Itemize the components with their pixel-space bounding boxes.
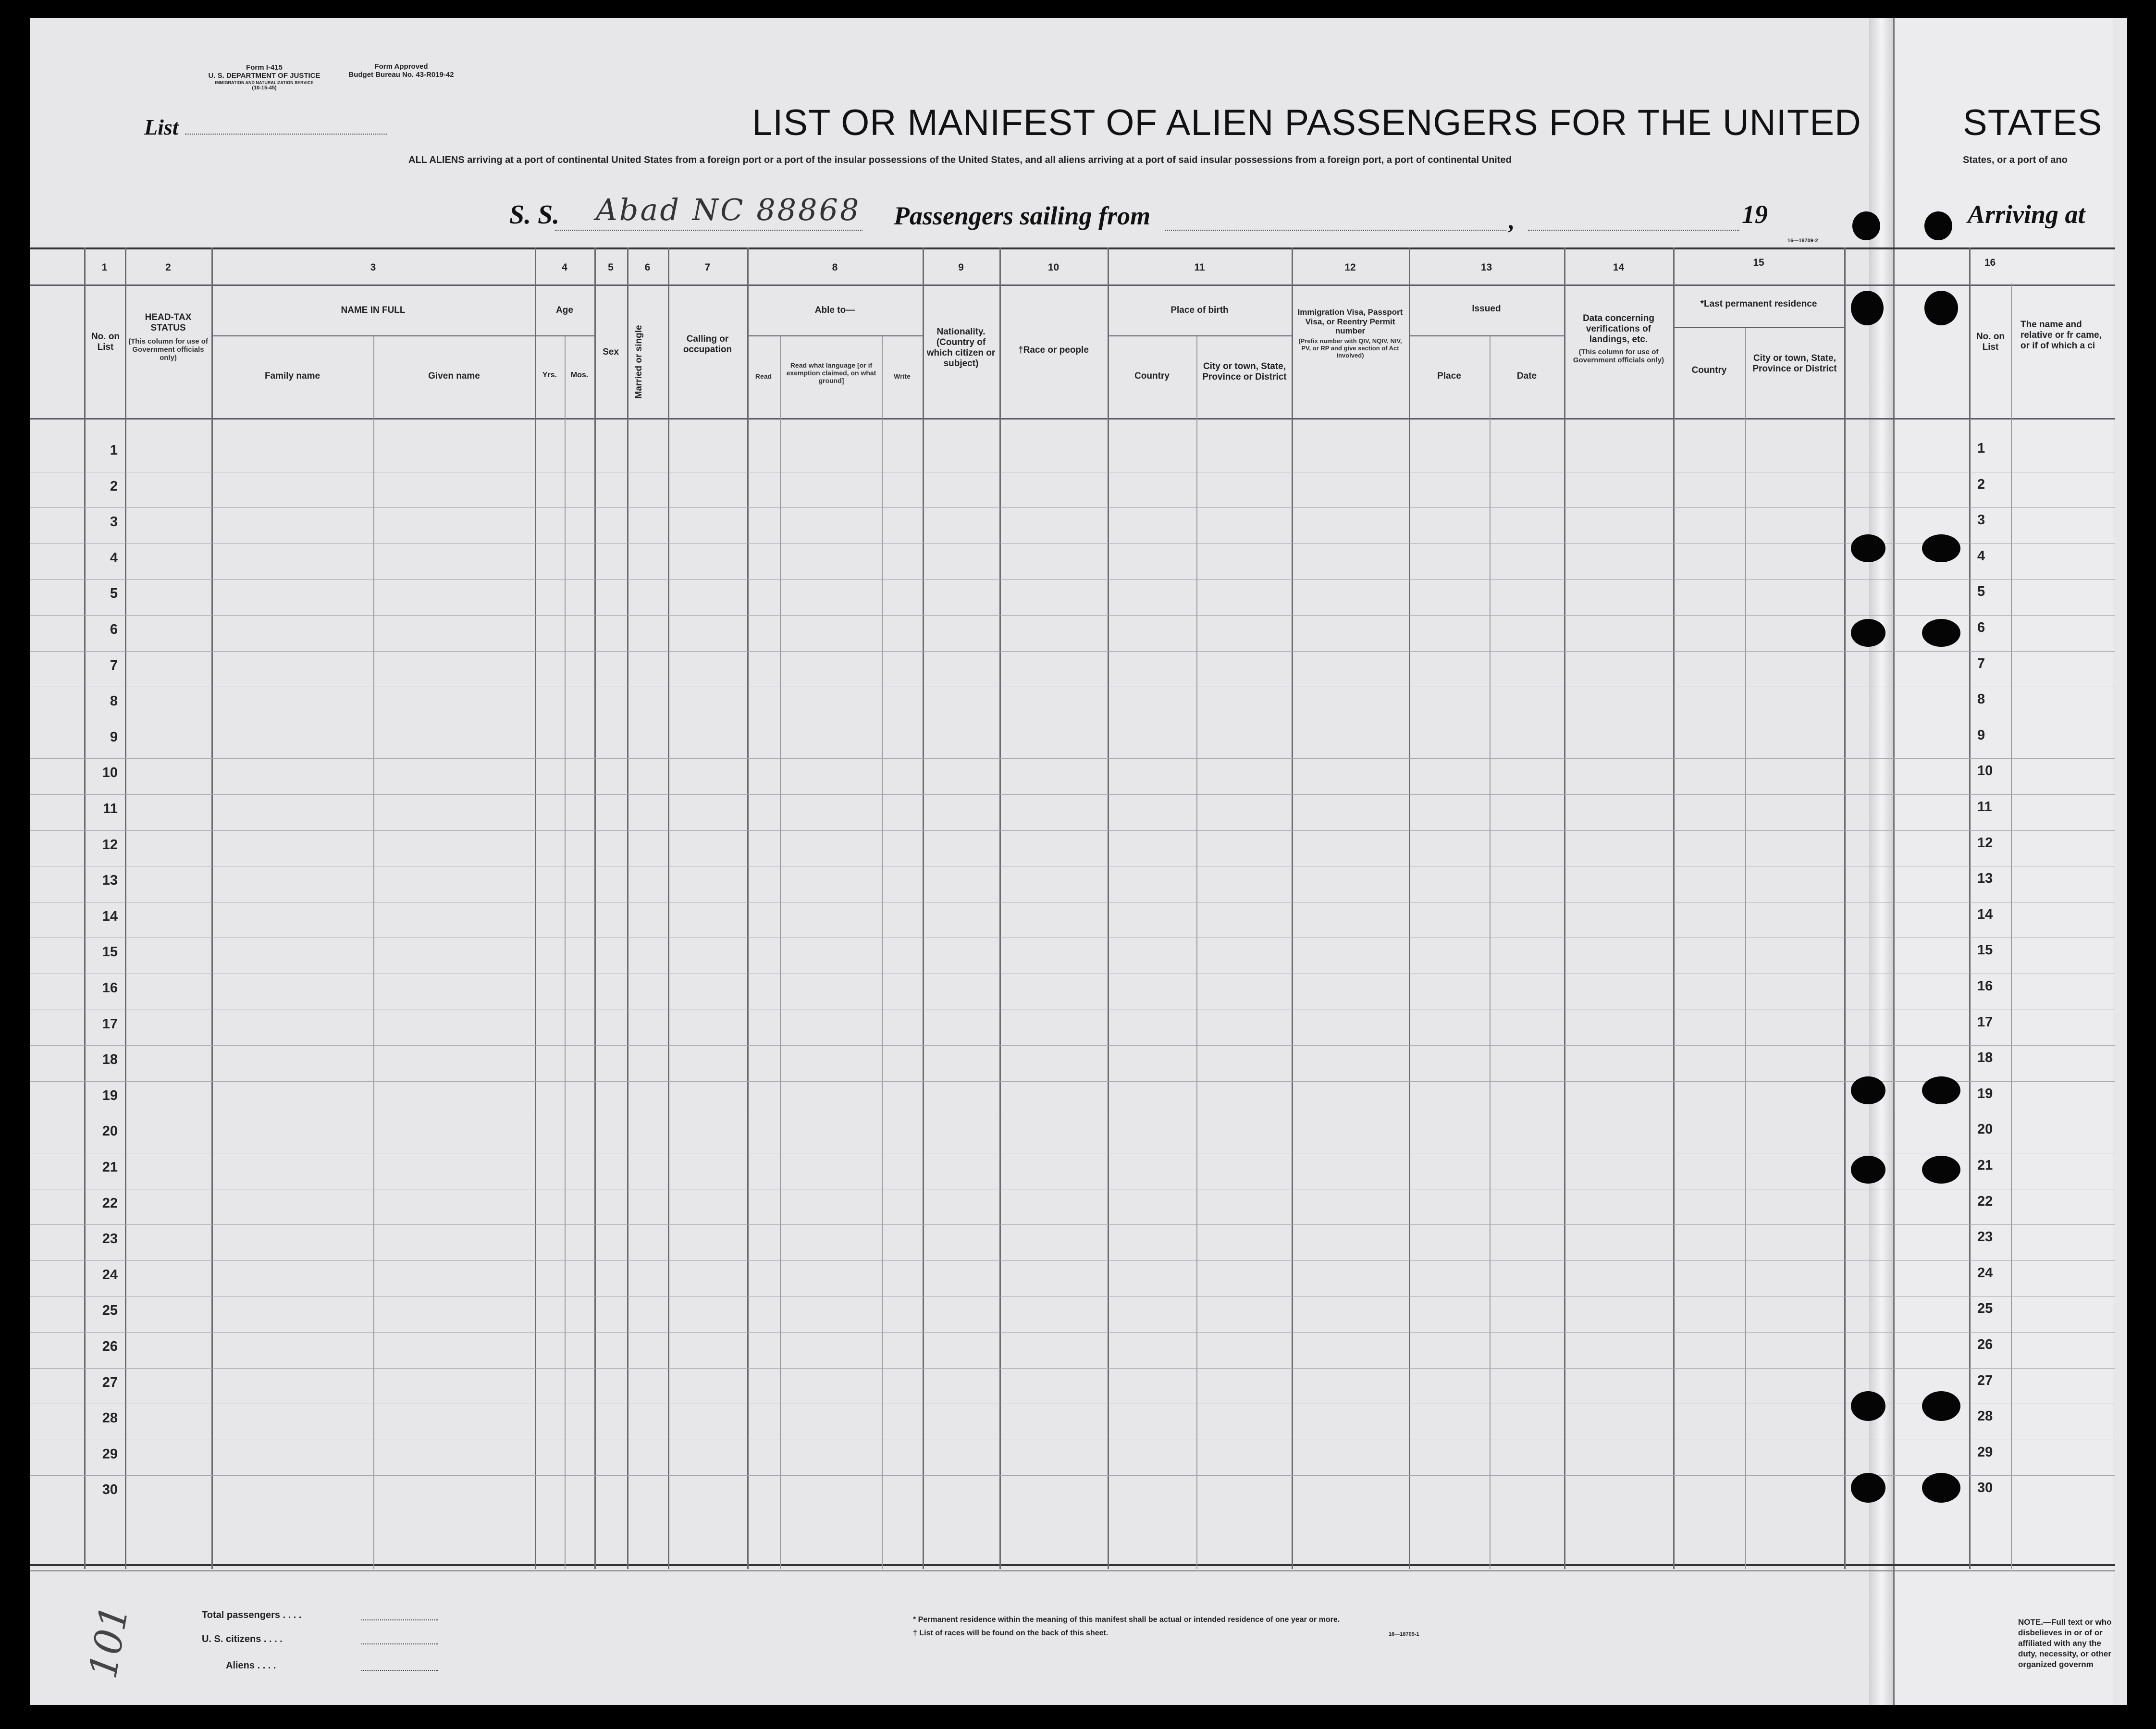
row-number-left: 25 [102, 1303, 118, 1318]
header-verifications [1566, 313, 1671, 364]
row-number-right: 15 [1977, 942, 1993, 958]
header-mos: Mos. [570, 371, 589, 379]
ss-label: S. S. [509, 200, 560, 230]
able-sub-rule [747, 335, 923, 336]
row-number-right: 22 [1977, 1194, 1993, 1209]
comma: , [1509, 207, 1515, 234]
header-last-residence: *Last permanent residence [1700, 299, 1817, 309]
punch-hole [1922, 1076, 1960, 1104]
visa-label: Immigration Visa, Passport Visa, or Reentry Permit number [1297, 308, 1403, 336]
row-number-right: 21 [1977, 1158, 1993, 1173]
arriving-label: Arriving at [1968, 200, 2085, 229]
service: IMMIGRATION AND NATURALIZATION SERVICE [215, 80, 314, 85]
header-issued-place: Place [1437, 371, 1461, 381]
col-line [747, 247, 749, 1569]
footer-total-passengers: Total passengers . . . . [202, 1610, 302, 1620]
handwritten-page-number: 101 [80, 1602, 137, 1682]
form-number: Form I-415 [246, 63, 283, 72]
header-read: Read [755, 372, 772, 380]
budget-number: Budget Bureau No. 43-R019-42 [348, 71, 454, 79]
header-no-on-list-right: No. on List [1976, 332, 2005, 352]
colnum-16: 16 [1984, 257, 1996, 268]
verifications-label: Data concerning verifications of landings, etc. [1583, 313, 1654, 345]
col-line [535, 247, 536, 1569]
birth-sub-rule [1108, 335, 1292, 336]
table-bottom-rule [30, 1564, 2115, 1566]
row-rule [30, 758, 2115, 759]
header-yrs: Yrs. [542, 371, 557, 379]
punch-hole [1852, 211, 1880, 240]
punch-hole [1922, 534, 1960, 562]
sailing-from-blank [1165, 230, 1506, 231]
punch-hole [1851, 1473, 1885, 1503]
row-number-right: 20 [1977, 1122, 1993, 1137]
row-number-right: 17 [1977, 1014, 1993, 1030]
colnum-13: 13 [1480, 262, 1492, 273]
page-title-cont: STATES [1963, 102, 2103, 143]
row-number-left: 13 [102, 873, 118, 888]
punch-hole [1922, 619, 1960, 647]
col-line [1196, 336, 1197, 1569]
row-number-right: 27 [1977, 1373, 1993, 1388]
department: U. S. DEPARTMENT OF JUSTICE [208, 72, 320, 80]
footnote-races: † List of races will be found on the back of this sheet. [913, 1629, 1109, 1637]
row-number-right: 11 [1977, 799, 1992, 815]
col-line [668, 247, 669, 1569]
header-occupation: Calling or occupation [683, 334, 732, 355]
row-number-right: 19 [1977, 1086, 1993, 1101]
sailing-date-blank [1528, 230, 1739, 231]
row-number-right: 25 [1977, 1301, 1993, 1316]
row-number-left: 20 [102, 1124, 118, 1139]
col-line [594, 247, 596, 1569]
row-number-left: 8 [110, 693, 118, 709]
header-read-language: Read what language [or if exemption claimed, on what ground] [786, 361, 876, 385]
row-number-right: 1 [1977, 441, 1985, 456]
row-number-left: 15 [102, 944, 118, 960]
row-rule [30, 794, 2115, 795]
colnum-11: 11 [1194, 262, 1205, 273]
row-number-left: 5 [110, 586, 118, 601]
row-number-right: 10 [1977, 763, 1993, 778]
row-number-right: 9 [1977, 728, 1985, 743]
ship-name-handwritten: Abad NC 88868 [596, 192, 861, 227]
footer-total-blank [361, 1619, 438, 1620]
col-line [1844, 247, 1846, 1569]
row-number-right: 16 [1977, 978, 1993, 994]
punch-hole [1851, 1156, 1885, 1184]
row-number-left: 18 [102, 1052, 118, 1067]
col-line [1490, 336, 1491, 1569]
col-line [565, 336, 566, 1569]
row-number-right: 29 [1977, 1445, 1993, 1460]
header-birth-city: City or town, State, Province or District [1202, 361, 1287, 382]
col-line [1969, 247, 1971, 1569]
row-rule [30, 1045, 2115, 1046]
col-line [211, 247, 213, 1569]
punch-hole [1924, 291, 1958, 325]
header-visa [1294, 308, 1406, 359]
row-rule [30, 1332, 2115, 1333]
page-title: LIST OR MANIFEST OF ALIEN PASSENGERS FOR THE UNITED [752, 102, 1861, 143]
row-number-right: 28 [1977, 1408, 1993, 1424]
row-number-left: 2 [110, 479, 118, 494]
row-number-left: 17 [102, 1016, 118, 1032]
colnum-2: 2 [165, 262, 171, 273]
colnum-14: 14 [1613, 262, 1625, 273]
row-number-right: 3 [1977, 512, 1985, 528]
row-number-left: 28 [102, 1410, 118, 1426]
punch-hole [1851, 619, 1885, 647]
header-issued: Issued [1472, 304, 1501, 314]
colnum-10: 10 [1047, 262, 1060, 273]
header-relative-name: The name and relative or fr came, or if of which a ci [2020, 320, 2102, 351]
row-number-left: 22 [102, 1196, 118, 1211]
row-number-left: 10 [102, 765, 118, 780]
col-line [1108, 247, 1109, 1569]
row-number-left: 27 [102, 1375, 118, 1390]
row-rule [30, 507, 2115, 508]
colnum-1: 1 [101, 262, 108, 273]
year-prefix: 19 [1742, 200, 1768, 229]
row-number-right: 23 [1977, 1229, 1993, 1245]
row-number-left: 12 [102, 837, 118, 852]
row-rule [30, 1081, 2115, 1082]
row-rule [30, 651, 2115, 652]
page-fold [1869, 18, 1894, 1705]
col-line [1564, 247, 1565, 1569]
row-number-left: 11 [103, 801, 118, 816]
sailing-label: Passengers sailing from [894, 201, 1151, 230]
punch-hole [1922, 1473, 1960, 1503]
col-line [923, 247, 924, 1569]
punch-hole [1851, 1391, 1885, 1421]
row-number-right: 6 [1977, 620, 1985, 635]
col-line [2011, 284, 2012, 1569]
colnum-12: 12 [1344, 262, 1356, 273]
head-tax-label: HEAD-TAX STATUS [145, 312, 192, 333]
row-number-right: 13 [1977, 871, 1993, 886]
row-number-right: 7 [1977, 656, 1985, 671]
footer-aliens-blank [361, 1670, 438, 1671]
col-line [125, 247, 126, 1569]
row-number-left: 1 [110, 443, 118, 458]
header-married-single: Married or single [634, 325, 644, 399]
header-place-of-birth: Place of birth [1170, 305, 1229, 315]
col-line [882, 336, 883, 1569]
row-number-left: 29 [102, 1446, 118, 1462]
row-number-left: 21 [102, 1160, 118, 1175]
col-line [999, 247, 1001, 1569]
punch-hole [1851, 1076, 1885, 1104]
header-able-to: Able to— [814, 305, 855, 315]
row-number-left: 4 [110, 550, 118, 566]
row-number-right: 24 [1977, 1265, 1993, 1281]
header-birth-country: Country [1134, 371, 1170, 381]
header-no-on-list: No. on List [91, 332, 120, 352]
header-bottom-rule [30, 418, 2115, 420]
list-label: List [144, 115, 179, 139]
approval: Form Approved [374, 62, 428, 71]
row-rule [30, 1296, 2115, 1297]
row-rule [30, 1260, 2115, 1261]
table-bottom-rule-2 [30, 1570, 2115, 1571]
colnum-3: 3 [370, 262, 376, 273]
row-number-right: 2 [1977, 477, 1985, 492]
row-number-left: 30 [102, 1482, 118, 1497]
header-age: Age [556, 305, 573, 315]
print-code-top: 16—18709-2 [1787, 238, 1818, 244]
footer-aliens: Aliens . . . . [226, 1660, 276, 1671]
header-issued-date: Date [1516, 371, 1537, 381]
header-sex: Sex [603, 347, 619, 357]
header-residence-city: City or town, State, Province or District [1752, 353, 1837, 374]
colnum-8: 8 [832, 262, 838, 273]
row-rule [30, 615, 2115, 616]
punch-hole [1851, 291, 1884, 325]
row-number-left: 14 [102, 909, 118, 924]
header-family-name: Family name [264, 371, 320, 381]
footnote-residence: * Permanent residence within the meaning of this manifest shall be actual or intended residence of one year or more. [913, 1616, 1340, 1624]
header-given-name: Given name [428, 371, 480, 381]
colnum-15: 15 [1753, 257, 1764, 268]
colnum-9: 9 [958, 262, 964, 273]
colnum-4: 4 [562, 262, 567, 273]
row-number-right: 18 [1977, 1050, 1993, 1065]
col-line [1745, 328, 1746, 1569]
row-number-right: 14 [1977, 907, 1993, 922]
punch-hole [1851, 534, 1885, 562]
colnum-6: 6 [644, 262, 651, 273]
approval-block [332, 62, 471, 79]
row-number-left: 26 [102, 1339, 118, 1354]
manifest-sheet-right [1893, 18, 2113, 1705]
row-number-right: 5 [1977, 584, 1985, 599]
row-rule [30, 1224, 2115, 1225]
footer-us-citizens: U. S. citizens . . . . [202, 1634, 283, 1644]
issued-sub-rule [1409, 335, 1564, 336]
subtitle: ALL ALIENS arriving at a port of continental United States from a foreign port or a port of the insular possessions of the United States, and all aliens arriving at a port of said insular possessions from a foreign port, a port of continental United [408, 155, 1512, 165]
header-race: †Race or people [1018, 345, 1089, 355]
verifications-sub: (This column for use of Government officials only) [1573, 347, 1664, 364]
row-number-left: 9 [110, 729, 118, 745]
col-line [627, 247, 628, 1569]
row-rule [30, 1368, 2115, 1369]
punch-hole [1924, 211, 1952, 240]
footer-citizens-blank [361, 1643, 438, 1644]
row-rule [30, 579, 2115, 580]
header-nationality: Nationality. (Country of which citizen or subject) [926, 327, 996, 369]
row-number-left: 19 [102, 1088, 118, 1103]
header-name-in-full: NAME IN FULL [341, 305, 406, 315]
colnum-5: 5 [608, 262, 614, 273]
residence-sub-rule [1673, 327, 1844, 328]
colnum-7: 7 [704, 262, 711, 273]
row-number-left: 6 [110, 622, 118, 637]
subtitle-cont: States, or a port of ano [1963, 155, 2068, 165]
row-number-right: 4 [1977, 548, 1985, 564]
head-tax-sub: (This column for use of Government officials only) [128, 337, 208, 362]
row-number-left: 16 [102, 980, 118, 996]
col-line [373, 336, 374, 1569]
punch-hole [1922, 1156, 1960, 1184]
col-line [1292, 247, 1293, 1569]
row-number-right: 30 [1977, 1480, 1993, 1495]
colnum-rule [30, 284, 2115, 286]
col-line [1673, 247, 1675, 1569]
visa-sub: (Prefix number with QIV, NQIV, NIV, PV, or RP and give section of Act involved) [1298, 337, 1402, 359]
header-write: Write [894, 372, 911, 380]
row-rule [30, 1475, 2115, 1476]
col-line [780, 336, 781, 1569]
header-residence-country: Country [1691, 365, 1727, 375]
row-rule [30, 830, 2115, 831]
header-head-tax [127, 312, 209, 362]
ship-name-blank [555, 230, 862, 231]
row-number-left: 3 [110, 514, 118, 530]
row-rule [30, 543, 2115, 544]
row-number-right: 12 [1977, 835, 1993, 851]
col-line [1409, 247, 1410, 1569]
list-blank [185, 134, 387, 135]
row-number-left: 23 [102, 1231, 118, 1247]
row-number-right: 8 [1977, 692, 1985, 707]
row-number-left: 7 [110, 658, 118, 673]
form-date: (10-15-45) [252, 85, 277, 91]
print-code-bottom: 16—18709-1 [1389, 1631, 1419, 1637]
table-top-rule [30, 247, 2115, 249]
row-number-right: 26 [1977, 1337, 1993, 1352]
footnote-right: NOTE.—Full text or who disbelieves in or of or affiliated with any the duty, necessity, or other organized governm [2018, 1618, 2112, 1669]
punch-hole [1922, 1391, 1960, 1421]
row-number-left: 24 [102, 1267, 118, 1283]
